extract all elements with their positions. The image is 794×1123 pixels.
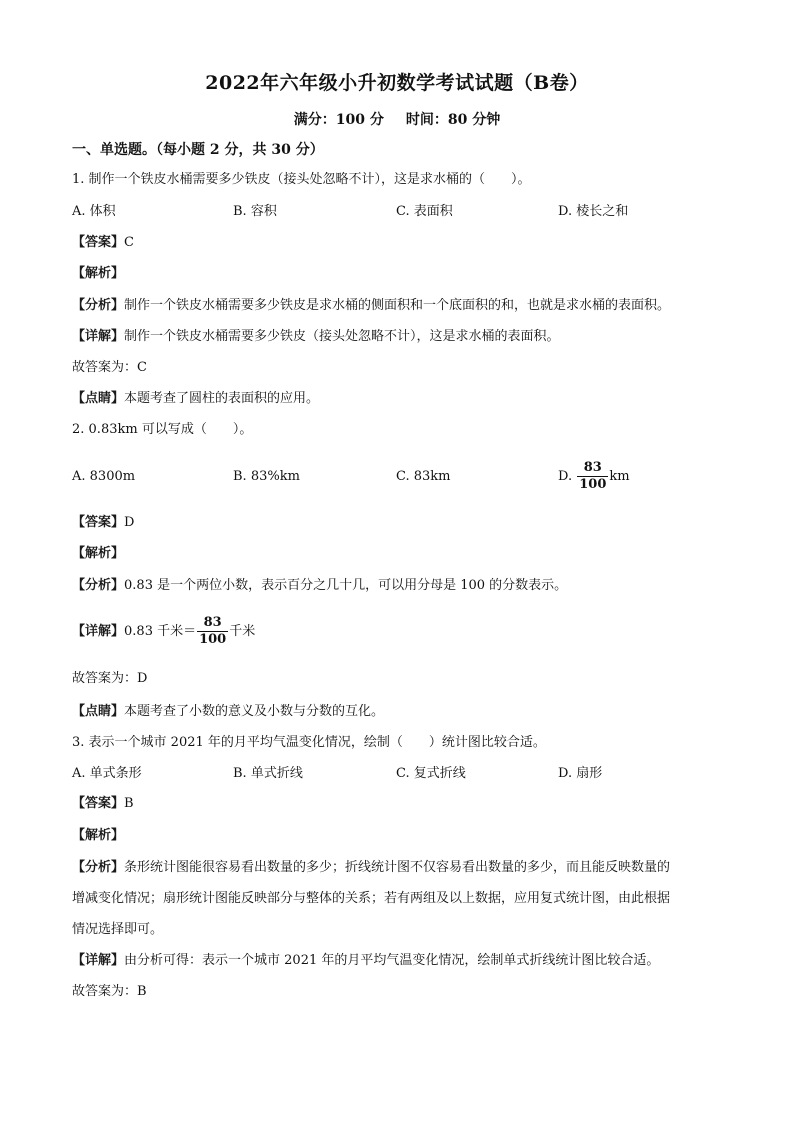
q2-conclusion: 故答案为：D bbox=[72, 671, 148, 686]
q3-analysis-label: 【解析】 bbox=[72, 828, 125, 843]
q3-fenxi-line-2: 增减变化情况；扇形统计图能反映部分与整体的关系；若有两组及以上数据，应用复式统计图，由此根据 bbox=[72, 891, 671, 906]
q2-stem: 2. 0.83km 可以写成（ ）。 bbox=[72, 422, 253, 437]
q2-xiangjie: 【详解】0.83 千米＝ $\frac{83}{100}$ 千米 bbox=[72, 615, 256, 647]
exam-time: 时间：80 分钟 bbox=[405, 112, 501, 128]
q1-fenxi: 【分析】制作一个铁皮水桶需要多少铁皮是求水桶的侧面积和一个底面积的和，也就是求水桶的表面积。 bbox=[72, 298, 671, 313]
q1-option-c: C. 表面积 bbox=[396, 204, 453, 219]
q3-stem: 3. 表示一个城市 2021 年的月平均气温变化情况，绘制（ ）统计图比较合适。 bbox=[72, 735, 546, 750]
q3-conclusion: 故答案为：B bbox=[72, 984, 147, 999]
q3-option-d: D. 扇形 bbox=[558, 766, 603, 781]
q1-analysis-label: 【解析】 bbox=[72, 266, 125, 281]
q3-xiangjie: 【详解】由分析可得：表示一个城市 2021 年的月平均气温变化情况，绘制单式折线统计图比较合适。 bbox=[72, 953, 660, 968]
fraction-83-100: $\frac{83}{100}$ bbox=[199, 615, 227, 647]
q1-option-b: B. 容积 bbox=[233, 204, 277, 219]
q1-option-d: D. 棱长之和 bbox=[558, 204, 629, 219]
q3-option-b: B. 单式折线 bbox=[233, 766, 303, 781]
q1-xiangjie: 【详解】制作一个铁皮水桶需要多少铁皮（接头处忽略不计），这是求水桶的表面积。 bbox=[72, 329, 560, 344]
full-score: 满分：100 分 bbox=[293, 112, 384, 128]
q3-option-a: A. 单式条形 bbox=[72, 766, 142, 781]
q3-answer: 【答案】B bbox=[72, 796, 134, 811]
page-title: 2022年六年级小升初数学考试试题（B卷） bbox=[205, 72, 589, 94]
q2-answer: 【答案】D bbox=[72, 515, 135, 530]
q1-stem: 1. 制作一个铁皮水桶需要多少铁皮（接头处忽略不计），这是求水桶的（ ）。 bbox=[72, 172, 531, 187]
q2-option-c: C. 83km bbox=[396, 469, 451, 484]
q2-option-b: B. 83%km bbox=[233, 469, 300, 484]
q1-option-a: A. 体积 bbox=[72, 204, 116, 219]
q1-answer: 【答案】C bbox=[72, 235, 134, 250]
q1-conclusion: 故答案为：C bbox=[72, 360, 147, 375]
q2-analysis-label: 【解析】 bbox=[72, 546, 125, 561]
q3-fenxi-line-1: 【分析】条形统计图能很容易看出数量的多少；折线统计图不仅容易看出数量的多少，而且能反映数量的 bbox=[72, 860, 671, 875]
fraction-83-100: $\frac{83}{100}$ bbox=[579, 460, 607, 492]
q1-dianjing: 【点睛】本题考查了圆柱的表面积的应用。 bbox=[72, 391, 320, 406]
q2-fenxi: 【分析】0.83 是一个两位小数，表示百分之几十几，可以用分母是 100 的分数表示。 bbox=[72, 578, 568, 593]
q2-option-a: A. 8300m bbox=[72, 469, 136, 484]
exam-info bbox=[0, 109, 794, 129]
section-heading: 一、单选题。（每小题 2 分，共 30 分） bbox=[72, 142, 324, 158]
q3-fenxi-line-3: 情况选择即可。 bbox=[72, 922, 164, 937]
q2-option-d: D. $\frac{83}{100}$ km bbox=[558, 460, 630, 492]
q2-dianjing: 【点睛】本题考查了小数的意义及小数与分数的互化。 bbox=[72, 704, 385, 719]
q3-option-c: C. 复式折线 bbox=[396, 766, 466, 781]
